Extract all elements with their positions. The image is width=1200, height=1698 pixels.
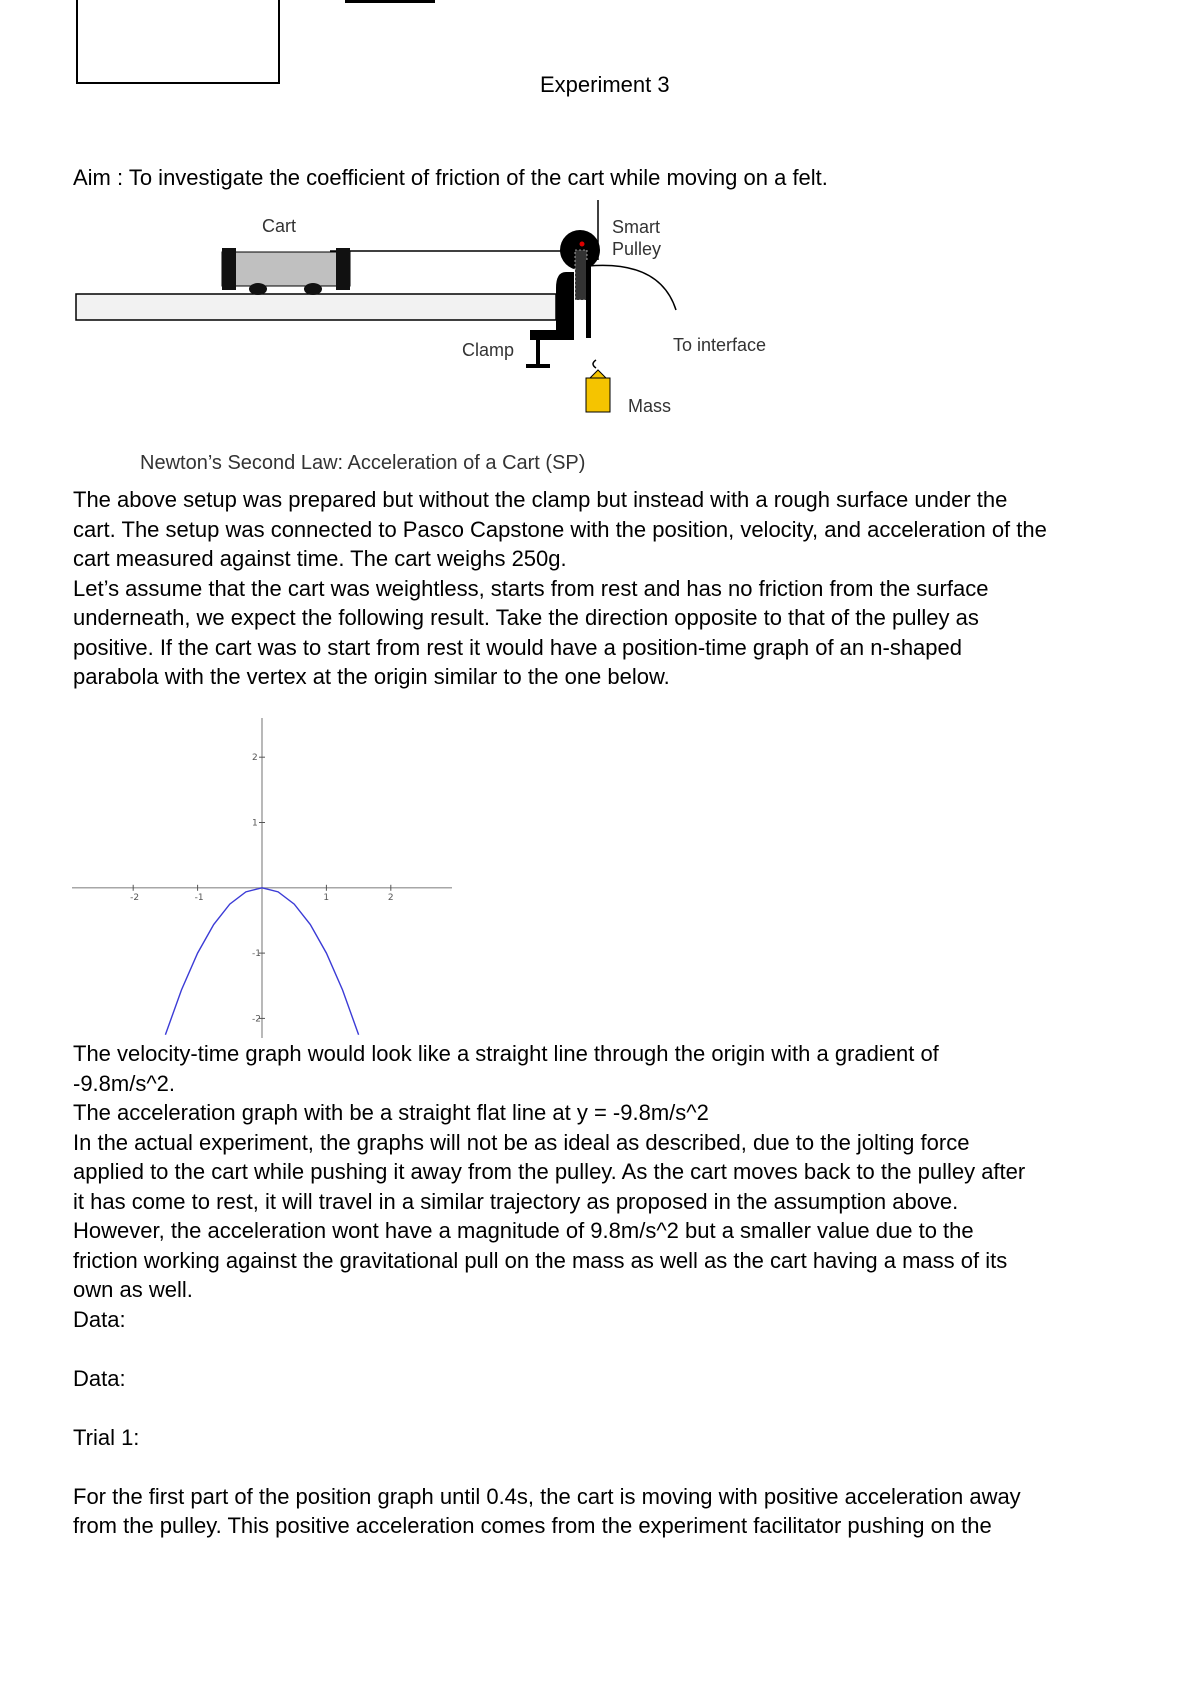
apparatus-diagram <box>0 200 900 460</box>
x-tick-label: -2 <box>130 892 140 903</box>
blank-line <box>73 1334 1113 1364</box>
text-line: own as well. <box>73 1277 193 1302</box>
text-line: However, the acceleration wont have a magnitude of 9.8m/s^2 but a smaller value due to the <box>73 1218 974 1243</box>
explanation-paragraph <box>73 1039 1113 1541</box>
y-tick-label: 1 <box>252 818 258 829</box>
text-line: cart. The setup was connected to Pasco Capstone with the position, velocity, and acceleration of the <box>73 516 1047 542</box>
position-time-chart <box>72 718 452 1038</box>
x-tick-label: -1 <box>194 892 204 903</box>
text-line: from the pulley. This positive acceleration comes from the experiment facilitator pushing on the <box>73 1513 992 1538</box>
text-line: Let’s assume that the cart was weightless, starts from rest and has no friction from the surface <box>73 575 989 601</box>
text-line: The above setup was prepared but without the clamp but instead with a rough surface under the <box>73 487 1008 512</box>
text-line: positive. If the cart was to start from rest it would have a position-time graph of an n-shaped <box>73 634 962 660</box>
y-tick-label: -1 <box>252 949 261 960</box>
y-tick-label: -2 <box>252 1014 261 1025</box>
hanging-mass <box>586 360 610 412</box>
blank-line <box>73 1393 1113 1423</box>
label-cart: Cart <box>262 216 297 236</box>
blank-line <box>73 1452 1113 1482</box>
text-line: -9.8m/s^2. <box>73 1070 176 1096</box>
data-label: Data: <box>73 1306 126 1332</box>
setup-paragraph <box>73 485 1113 692</box>
label-smart: Smart <box>612 217 661 237</box>
cropped-arrow <box>345 0 435 3</box>
text-line: cart measured against time. The cart weighs 250g. <box>73 546 567 571</box>
trial-label: Trial 1: <box>73 1424 140 1450</box>
text-line: The velocity-time graph would look like a straight line through the origin with a gradient of <box>73 1041 939 1066</box>
interface-cable <box>588 265 676 310</box>
x-tick-label: 1 <box>323 892 330 903</box>
label-mass: Mass <box>628 396 672 416</box>
text-line: underneath, we expect the following result. Take the direction opposite to that of the pulley as <box>73 605 979 630</box>
aim-text: Aim : To investigate the coefficient of friction of the cart while moving on a felt. <box>73 165 828 190</box>
text-line: it has come to rest, it will travel in a similar trajectory as proposed in the assumption above. <box>73 1188 959 1214</box>
text-line: For the first part of the position graph until 0.4s, the cart is moving with positive acceleration away <box>73 1483 1021 1509</box>
text-line: applied to the cart while pushing it away from the pulley. As the cart moves back to the pulley after <box>73 1159 1026 1184</box>
x-tick-label: 2 <box>387 892 394 903</box>
text-line: The acceleration graph with be a straight flat line at y = -9.8m/s^2 <box>73 1100 709 1125</box>
label-pulley: Pulley <box>612 239 662 259</box>
label-clamp: Clamp <box>462 340 515 360</box>
label-to-interface: To interface <box>673 335 767 355</box>
text-line: In the actual experiment, the graphs will not be as ideal as described, due to the jolting force <box>73 1129 970 1155</box>
text-line: parabola with the vertex at the origin similar to the one below. <box>73 664 670 689</box>
diagram-caption: Newton’s Second Law: Acceleration of a Cart (SP) <box>140 452 586 474</box>
y-tick-label: 2 <box>252 753 258 764</box>
experiment-title: Experiment 3 <box>540 72 670 97</box>
cart <box>222 248 350 295</box>
data-label: Data: <box>73 1365 126 1391</box>
text-line: friction working against the gravitational pull on the mass as well as the cart having a mass of its <box>73 1247 1008 1273</box>
track <box>76 294 556 320</box>
cropped-box <box>76 0 280 84</box>
